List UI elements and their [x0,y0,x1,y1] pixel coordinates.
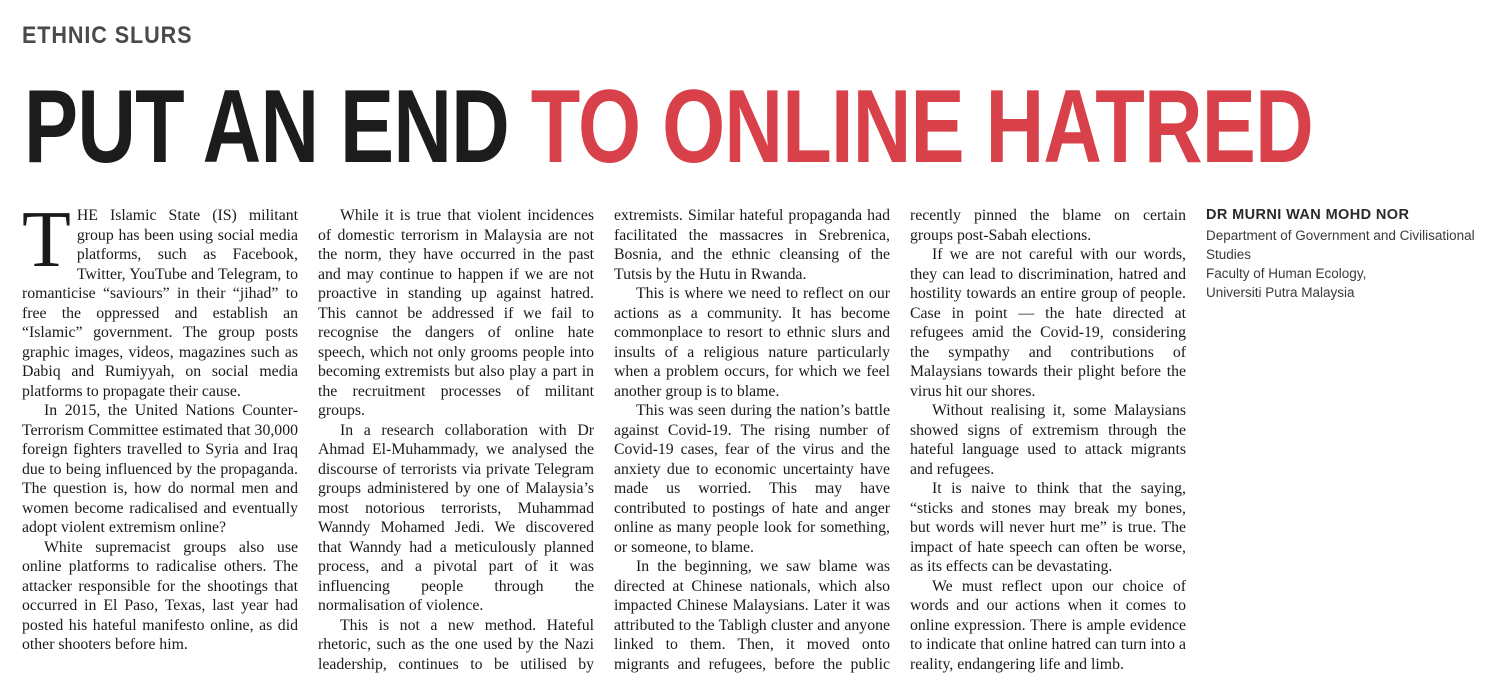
article-paragraph: This was seen during the nation’s battle against Covid-19. The rising number of Covid-19 cases, fear of the virus and the anxiety due to economic uncertainty have made us worried. This may have contributed to postings of hate and anger online as many people look for something, or someone, to blame. [614,402,890,556]
drop-cap: T [22,196,71,284]
author-faculty: Faculty of Human Ecology, [1206,265,1367,281]
author-byline [1206,206,1482,302]
author-department: Department of Government and Civilisational Studies [1206,227,1475,262]
article-paragraph: Without realising it, some Malaysians showed signs of extremism through the hateful language used to attack migrants and refugees. [910,402,1186,478]
article-paragraph: While it is true that violent incidences of domestic terrorism in Malaysia are not the norm, they have occurred in the past and may continue to happen if we are not proactive in standing up against hatred. This cannot be addressed if we fail to recognise the dangers of online hate speech, which not only grooms people into becoming extremists but also play a part in the recruitment processes of militant groups. [318,207,594,419]
article-paragraph: We must reflect upon our choice of words and our actions when it comes to online expression. There is ample evidence to indicate that online hatred can turn into a reality, endangering life and limb. [910,577,1186,673]
paragraph-text: HE Islamic State (IS) militant group has been using social media platforms, such as Facebook, Twitter, YouTube and Telegram, to romanticise “saviours” in their “jihad” to free the oppressed and establish an “Islamic” government. The group posts graphic images, videos, magazines such as Dabiq and Rumiyyah, on social media platforms to propagate their cause. [22,207,298,400]
article-paragraph: This is not a new method. Hateful rhetoric, such as the one used by the Nazi leadership, continues to be utilised by extremists. Similar hateful propaganda had facilitated the massacres in Srebrenica, Bosnia, and the ethnic cleansing of the Tutsis by the Hutu in Rwanda. [318,207,890,673]
article-paragraph: This is where we need to reflect on our actions as a community. It has become commonplace to resort to ethnic slurs and insults of a religious nature particularly when a problem occurs, for which we feel another group is to blame. [614,285,890,400]
headline [24,69,1313,185]
author-name: DR MURNI WAN MOHD NOR [1206,207,1410,223]
article-paragraph [22,196,298,401]
article-paragraph: In the beginning, we saw blame was directed at Chinese nationals, which also impacted Chinese Malaysians. Later it was attributed to the Tabligh cluster and anyone linked to them. Then, it moved onto migrants and refugees, before the public recently pinned the blame on certain groups post-Sabah elections. [614,207,1186,673]
author-university: Universiti Putra Malaysia [1206,284,1355,300]
article-body [22,196,1482,686]
headline-part-2: TO ONLINE HATRED [530,69,1313,185]
headline-part-1: PUT AN END [24,69,531,185]
article-paragraph: White supremacist groups also use online platforms to radicalise others. The attacker responsible for the shootings that occurred in El Paso, Texas, last year had posted his hateful manifesto online, as did other shooters before him. [22,538,298,653]
section-kicker: ETHNIC SLURS [22,22,193,49]
article-paragraph: In 2015, the United Nations Counter-Terrorism Committee estimated that 30,000 foreign fighters travelled to Syria and Iraq due to being influenced by the propaganda. The question is, how do normal men and women become radicalised and eventually adopt violent extremism online? [22,402,298,536]
article-paragraph: In a research collaboration with Dr Ahmad El-Muhammady, we analysed the discourse of terrorists via private Telegram groups administered by one of Malaysia’s most notorious terrorists, Muhammad Wanndy Mohamed Jedi. We discovered that Wanndy had a meticulously planned process, and a pivotal part of it was influencing people through the normalisation of violence. [318,421,594,614]
article-paragraph: It is naive to think that the saying, “sticks and stones may break my bones, but words will never hurt me” is true. The impact of hate speech can often be worse, as its effects can be devastating. [910,480,1186,575]
article-paragraph: If we are not careful with our words, they can lead to discrimination, hatred and hostility towards an entire group of people. Case in point — the hate directed at refugees amid the Covid-19, considering the sympathy and contributions of Malaysians towards their plight before the virus hit our shores. [910,246,1186,400]
